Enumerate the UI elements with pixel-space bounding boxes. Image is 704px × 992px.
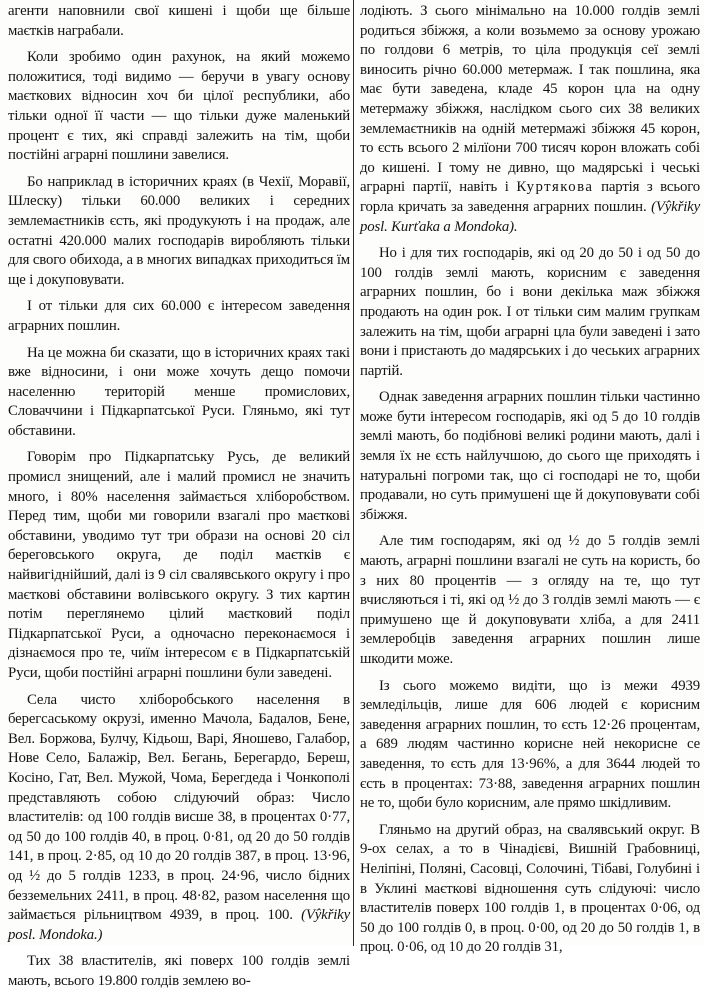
paragraph: Гляньмо на другий образ, на свалявський округ. В 9-ох селах, а то в Чінадієві, Вишній Грабовниці, Неліпіні, Поляні, Сасовці, Солочині, Тібаві, Голубині і в Уклині маєткові відношення суть слідуючі: число властителів поверх 100 голдів 1, в процентах 0·06, од 50 до 100 голдів 0, в проц. 0·00, од 20 до 50 голдів 1, в проц. 0·06, од 10 до 20 голдів 31,	[360, 821, 700, 956]
left-column	[8, 2, 350, 992]
column-divider	[353, 0, 354, 946]
paragraph-text: партія з всього горла кричать за заведення аграрних пошлин.	[360, 179, 700, 215]
paragraph-text: Села чисто хліборобського населення в берегсаському окрузі, именно Мачола, Бадалов, Бене, Вел. Боржова, Булчу, Кідьош, Варі, Яношево, Галабор, Нове Село, Балажір, Вел. Бегань, Берегардо, Береш, Косіно, Гат, Вел. Мужой, Чома, Берегдеда і Чонкополі представляють собою слідуючий образ: Число властителів: од 100 голдів висше 38, в процентах 0·77, од 50 до 100 голдів 40, в проц. 0·81, од 20 до 50 голдів 141, в проц. 2·85, од 10 до 20 голдів 387, в проц. 13·96, од ½ до 5 голдів 1233, в проц. 24·96, число бідних безземельних 2411, в проц. 48·82, разом населення що займається рільництвом 4939, в проц. 100.	[8, 691, 350, 924]
paragraph: Тих 38 властителів, які поверх 100 голдів землі мають, всього 19.800 голдів землею во-	[8, 953, 350, 989]
emphasized-name: Куртякова	[516, 179, 594, 196]
paragraph	[360, 2, 700, 237]
paragraph: агенти наповнили свої кишені і щоби ще більше маєтків награбали.	[8, 3, 350, 39]
right-column	[360, 2, 700, 958]
paragraph: Однак заведення аграрних пошлин тільки частинно може бути інтересом господарів, які од 5 до 10 голдів землі мають, бо подібнові великі родини мають, далі і земля їх не єсть найлучшою, до сього ще приходять і натуральні погроми так, що сі господарі не то, щоби продавали, но суть примушені ще й докуповувати собі збіжжя.	[360, 389, 700, 523]
paragraph: Але тим господарям, які од ½ до 5 голдів землі мають, аграрні пошлини взагалі не суть на користь, бо з них 80 процентів — з огляду на те, що тут вчисляються і ті, які од ½ до 3 голдів землі мають — є примушено ще й докуповувати хліба, а для 2411 землеробців заведення аграрних пошлин лише шкодити може.	[360, 533, 700, 667]
source-citation: (Vŷkřiky posl. Kurťaka a Mondoka).	[360, 198, 700, 235]
paragraph: На це можна би сказати, що в історичних краях такі вже відносини, і они може хочуть дещо помочи населенню територій менше промислових, Словаччини і Підкарпатської Руси. Гляньмо, які тут обставини.	[8, 344, 350, 439]
paragraph: Говорім про Підкарпатську Русь, де великий промисл знищений, але і малий промисл не значить много, і 80% населення займається хліборобством. Перед тим, щоби ми говорили взагалі про маєткові обставини, уводимо тут три образи на основі 20 сіл береговського округа, де поділ маєтків є найвигіднійший, далі із 9 сіл свалявського округу і про маєткові обставини волівського округу. З тих картин потім переглянемо цілий маєтковий поділ Підкарпатської Руси, а одночасно переконаємося і дізнаємося про те, чиїм інтересом є в Підкарпатській Руси, щоби постійні аграрні пошлини були заведені.	[8, 449, 350, 681]
paragraph: Но і для тих господарів, які од 20 до 50 і од 50 до 100 голдів землі мають, корисним є заведення аграрних пошлин, бо і вони декілька маж збіжжя продають на один рок. І от тільки сим малим групкам залежить на тім, щоби аграрні цла були заведені і зато вони і пристають до мадярських і до чеських аграрних партій.	[360, 245, 700, 379]
paragraph-text: лодіють. З сього мінімально на 10.000 голдів землі родиться збіжжя, а коли возьмемо за основу урожаю по голдови 6 метрів, то ціла продукція сеї землі виносить річно 60.000 метермаж. І так пошлина, яка має бути заведена, кладе 45 корон цла на одну метермажу збіжжя, наслідком сього сих 38 великих землемаєтників на одній метермажі збіжжя 45 корон, то єсть всього 2 мілїони 700 тисяч корон вложать собі до кишені. І тому не дивно, що мадярські і чеські аграрні партії, навіть і	[360, 3, 700, 196]
paragraph: І от тільки для сих 60.000 є інтересом заведення аграрних пошлин.	[8, 298, 350, 334]
paragraph: Бо наприклад в історичних краях (в Чехії, Моравії, Шлеску) тільки 60.000 великих і середних землемаєтників єсть, які продукують і на продаж, але остатні 420.000 малих господарів виробляють тільки для свого обихода, а в многих випадках приходиться їм ще і докуповувати.	[8, 173, 350, 288]
paragraph	[8, 691, 350, 946]
paragraph: Із сього можемо видіти, що із межи 4939 земледільців, лише для 606 людей є корисним заведення аграрних пошлин, то єсть 12·26 процентам, а 689 людям частинно корисне ней некорисне се заведення, то єсть для 13·96%, а для 3644 людей то єсть в процентах: 73·88, заведення аграрних пошлин не то, щоби було корисним, але прямо шкідливим.	[360, 677, 700, 812]
source-citation: (Vŷkřiky posl. Mondoka.)	[8, 907, 350, 943]
paragraph: Коли зробимо один рахунок, на який можемо положитися, тоді видимо — беручи в увагу основу маєткових відносин хоч би цілої республики, або тільки одної її части — що тільки дуже маленький процент є тих, які справді залежить на тім, щоби постійні аграрні пошлини завелися.	[8, 49, 350, 164]
